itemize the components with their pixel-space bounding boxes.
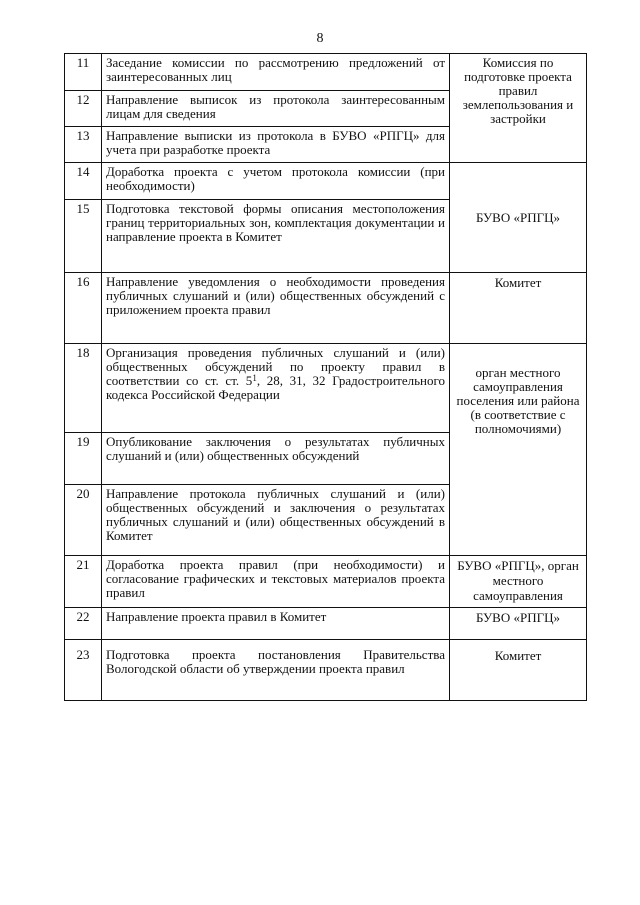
- row-number: 22: [65, 608, 102, 640]
- row-number: 20: [65, 485, 102, 556]
- responsible-buvo: [450, 163, 587, 273]
- responsible-commission: [450, 54, 587, 163]
- responsible-committee: [450, 640, 587, 701]
- responsible-text: БУВО «РПГЦ»: [475, 610, 561, 625]
- table-row: [65, 163, 587, 200]
- responsible-text: БУВО «РПГЦ», орган местного самоуправления: [457, 558, 579, 603]
- row-number: 12: [65, 91, 102, 127]
- row-number: 14: [65, 163, 102, 200]
- responsible-text: орган местного самоуправления поселения или района: [456, 365, 580, 408]
- task-text: Направление выписок из протокола заинтересованным лицам для сведения: [102, 91, 450, 127]
- task-text: Направление выписки из протокола в БУВО «РПГЦ» для учета при разработке проекта: [102, 127, 450, 163]
- table-row: [65, 608, 587, 640]
- responsible-text: Комитет: [494, 275, 542, 290]
- task-text: Подготовка проекта постановления Правительства Вологодской области об утверждении проекта правил: [102, 640, 450, 701]
- responsible-buvo-local: [450, 556, 587, 608]
- row-number: 23: [65, 640, 102, 701]
- table-row: [65, 640, 587, 701]
- table-row: [65, 54, 587, 91]
- table-row: [65, 556, 587, 608]
- task-text: Заседание комиссии по рассмотрению предложений от заинтересованных лиц: [102, 54, 450, 91]
- responsible-text: БУВО «РПГЦ»: [475, 209, 561, 225]
- row-number: 21: [65, 556, 102, 608]
- responsible-committee: [450, 273, 587, 344]
- row-number: 11: [65, 54, 102, 91]
- schedule-table: [64, 53, 587, 701]
- row-number: 15: [65, 200, 102, 273]
- task-text: Доработка проекта правил (при необходимости) и согласование графических и текстовых материалов проекта правил: [102, 556, 450, 608]
- responsible-local-government: [450, 344, 587, 556]
- responsible-text: Комиссия по подготовке проекта правил землепользования и застройки: [462, 55, 574, 126]
- task-text-part: Организация проведения публичных слушаний и (или) общественных обсуждений по проекту правил в соответствии со ст. ст. 5: [106, 345, 445, 388]
- article-superscript: 1: [252, 373, 257, 383]
- task-text: Доработка проекта с учетом протокола комиссии (при необходимости): [102, 163, 450, 200]
- responsible-note: (в соответствие с полномочиями): [470, 407, 566, 436]
- responsible-buvo: [450, 608, 587, 640]
- row-number: 16: [65, 273, 102, 344]
- table-row: [65, 344, 587, 433]
- page-number: 8: [316, 31, 324, 46]
- row-number: 18: [65, 344, 102, 433]
- task-text: [102, 344, 450, 433]
- task-text: Направление протокола публичных слушаний и (или) общественных обсуждений и заключения о результатах публичных слушаний и (или) общественных обсуждений в Комитет: [102, 485, 450, 556]
- table-row: [65, 273, 587, 344]
- task-text: Направление уведомления о необходимости проведения публичных слушаний и (или) общественных обсуждений с приложением проекта правил: [102, 273, 450, 344]
- task-text: Подготовка текстовой формы описания местоположения границ территориальных зон, комплектация документации и направление проекта в Комитет: [102, 200, 450, 273]
- row-number: 13: [65, 127, 102, 163]
- row-number: 19: [65, 433, 102, 485]
- responsible-text: Комитет: [494, 648, 542, 663]
- task-text: Направление проекта правил в Комитет: [102, 608, 450, 640]
- task-text-part: , 28, 31, 32 Градостроительного кодекса Российской Федерации: [106, 373, 445, 402]
- task-text: Опубликование заключения о результатах публичных слушаний и (или) общественных обсуждений: [102, 433, 450, 485]
